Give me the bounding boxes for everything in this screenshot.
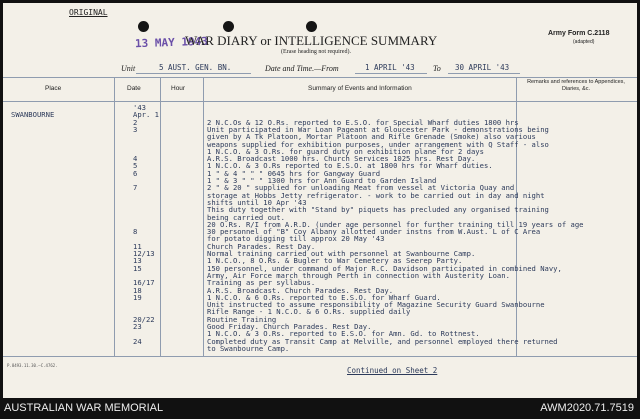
row-date: 7: [133, 183, 138, 193]
row-summary: Unit participated in War Loan Pageant at Gloucester Park - demonstrations being: [207, 124, 549, 134]
row-summary: weapons supplied for exhibition purposes, under arrangement with Q Staff - also: [207, 139, 549, 149]
to-label: To: [433, 64, 441, 73]
row-summary: 1 N.C.O., 8 O.Rs. & Bugler to War Cemetery as Seerep Party.: [207, 256, 463, 266]
row-date: 6: [133, 168, 138, 178]
original-label: ORIGINAL: [69, 8, 108, 17]
unit-label: Unit: [121, 64, 136, 73]
row-place: SWANBOURNE: [11, 110, 55, 120]
row-summary: 1 " & 3 " " " 1300 hrs for Ann Guard to Garden Island: [207, 176, 437, 185]
row-summary: Good Friday. Church Parades. Rest Day.: [207, 322, 372, 331]
row-date: 4: [133, 154, 138, 164]
row-date: '43: [133, 103, 146, 112]
army-form-sub: (adapted): [573, 39, 595, 45]
footer-source: AUSTRALIAN WAR MEMORIAL: [4, 402, 164, 414]
row-date: 23: [133, 322, 142, 331]
row-summary: 2 " & 20 " supplied for unloading Meat from vessel at Victoria Quay and: [207, 183, 515, 193]
row-summary: given by A Tk Platoon, Mortar Platoon and Rifle Grenade (Smoke) also various: [207, 132, 536, 142]
row-summary: 150 personnel, under command of Major R.C. Davidson participated in combined Navy,: [207, 263, 562, 273]
row-date: 20/22: [133, 314, 155, 324]
to-date-value: 30 APRIL '43: [455, 63, 510, 72]
date-column-header: Date: [127, 85, 141, 92]
row-summary: 1 N.C.O. & 3 O.Rs. reported to E.S.O. for Amn. Gd. to Rottnest.: [207, 329, 480, 339]
unit-value: 5 AUST. GEN. BN.: [159, 63, 232, 72]
page-subtitle: (Erase heading not required).: [281, 49, 351, 55]
form-print-code: P.8493.11.30.—C.4762.: [7, 363, 58, 368]
row-date: 5: [133, 161, 138, 171]
row-date: 19: [133, 292, 142, 302]
continued-note: Continued on Sheet 2: [347, 366, 438, 375]
row-date: 24: [133, 336, 142, 346]
row-summary: being carried out.: [207, 212, 285, 222]
row-summary: Normal training carried out with personnel at Swanbourne Camp.: [207, 249, 476, 258]
received-date-stamp: 13 MAY 1943: [134, 34, 209, 51]
row-summary: Rifle Range - 1 N.C.O. & 6 O.Rs. supplied daily: [207, 307, 411, 317]
date-range-label: Date and Time.—From: [265, 64, 339, 73]
table-bottom-rule: [3, 356, 637, 357]
row-date: 15: [133, 263, 142, 273]
row-date: 3: [133, 124, 138, 134]
row-summary: 1 N.C.O. & 3 O.Rs. for guard duty on exhibition plane for 2 days: [207, 146, 484, 156]
row-summary: Unit instructed to assume responsibility of Magazine Security Guard Swanbourne: [207, 300, 545, 310]
row-summary: 20 O.Rs. R/I from A.R.D. (under age personnel for further training till 19 years of age: [207, 219, 584, 229]
remarks-column-header: Remarks and references to Appendices, Diaries, &c.: [527, 79, 625, 92]
hour-column-header: Hour: [171, 85, 186, 92]
table-row: [3, 344, 637, 354]
row-summary: shifts until 10 Apr '43: [207, 197, 307, 207]
row-summary: 2 N.C.Os & 12 O.Rs. reported to E.S.O. for Special Wharf duties 1800 hrs: [207, 117, 519, 127]
footer-accession: AWM2020.71.7519: [540, 402, 634, 414]
army-form-label: Army Form C.2118: [548, 30, 610, 37]
row-summary: 1 N.C.O. & 3 O.Rs reported to E.S.O. at 1800 hrs for Wharf duties.: [207, 161, 493, 171]
row-summary: 1 " & 4 " " " 0645 hrs for Gangway Guard: [207, 168, 381, 178]
row-summary: Army, Air Force march through Perth in connection with Austerity Loan.: [207, 270, 510, 280]
page-title: WAR DIARY or INTELLIGENCE SUMMARY: [185, 33, 438, 48]
row-date: 2: [133, 117, 138, 127]
row-date: 8: [133, 227, 138, 237]
row-summary: Training as per syllabus.: [207, 278, 316, 288]
row-date: 18: [133, 285, 142, 295]
punch-hole: [306, 21, 317, 32]
row-summary: A.R.S. Broadcast 1000 hrs. Church Services 1025 hrs. Rest Day.: [207, 154, 476, 164]
row-date: 11: [133, 241, 142, 251]
header-bottom-rule: [3, 101, 637, 102]
row-summary: Routine Training: [207, 314, 277, 324]
row-summary: Church Parades. Rest Day.: [207, 241, 316, 251]
row-summary: A.R.S. Broadcast. Church Parades. Rest Day.: [207, 285, 394, 295]
summary-column-header: Summary of Events and Information: [308, 85, 412, 92]
row-date: 12/13: [133, 249, 155, 258]
row-summary: Completed duty as Transit Camp at Melville, and personnel employed there returned: [207, 336, 558, 346]
row-summary: to Swanbourne Camp.: [207, 343, 290, 353]
punch-hole: [138, 21, 149, 32]
row-date: 13: [133, 256, 142, 266]
punch-hole: [223, 21, 234, 32]
row-summary: for potato digging till approx 20 May '43: [207, 234, 385, 244]
row-summary: This duty together with "Stand by" piquets has precluded any organised training: [207, 205, 549, 215]
place-column-header: Place: [45, 85, 62, 92]
row-summary: 1 N.C.O. & 6 O.Rs. reported to E.S.O. for Wharf Guard.: [207, 292, 441, 302]
row-summary: 30 personnel of "B" Coy Albany allotted under instns from W.Aust. L of C Area: [207, 227, 541, 237]
row-date: 16/17: [133, 278, 155, 288]
from-date-value: 1 APRIL '43: [365, 63, 415, 72]
row-date: Apr. 1: [133, 110, 159, 120]
header-top-rule: [3, 77, 637, 78]
row-summary: storage at Hobbs Jetty refrigerator. - work to be carried out in day and night: [207, 190, 545, 200]
diary-sheet: [3, 3, 637, 398]
